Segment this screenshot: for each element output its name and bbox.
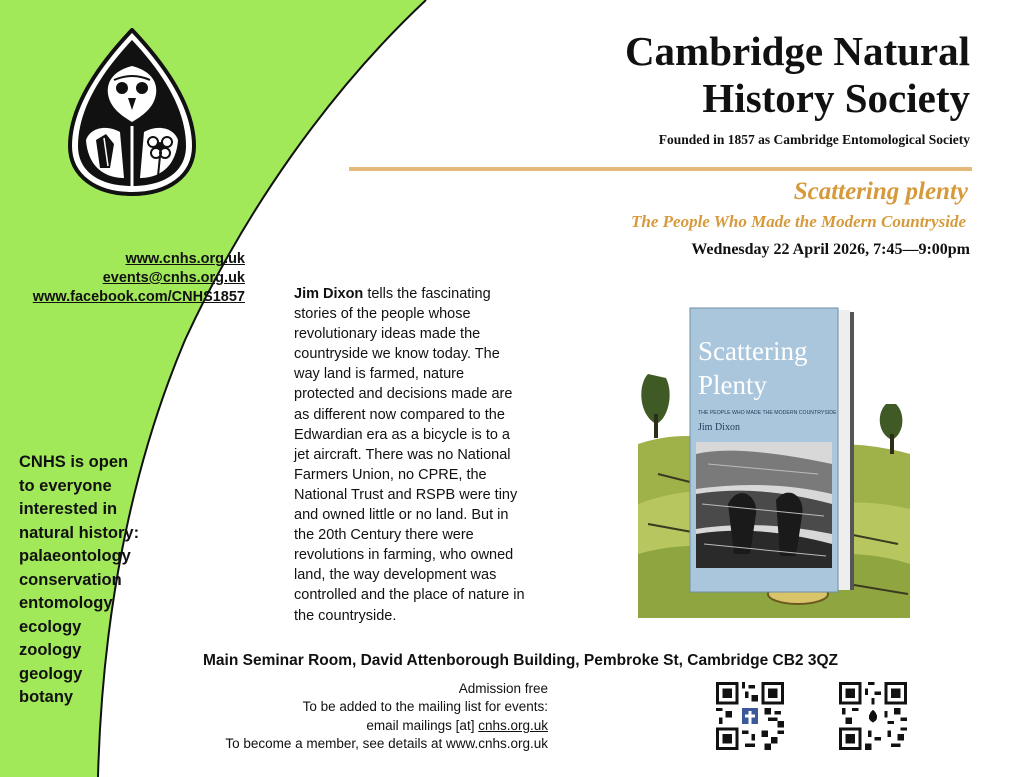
admission-text: Admission free bbox=[458, 681, 548, 696]
membership-text: To become a member, see details at www.cnhs.org.uk bbox=[225, 735, 548, 751]
book-author: Jim Dixon bbox=[698, 422, 740, 433]
desc-line: countryside we know today. The bbox=[294, 346, 500, 363]
website-link[interactable]: www.cnhs.org.uk bbox=[125, 251, 245, 267]
topic-item: conservation bbox=[19, 570, 122, 589]
open-line: natural history: bbox=[19, 523, 140, 542]
email-line: email mailings [at] cnhs.org.uk bbox=[366, 717, 548, 733]
talk-description bbox=[294, 284, 574, 626]
desc-line: as different now compared to the bbox=[294, 406, 505, 423]
desc-line: National Trust and RSPB were tiny bbox=[294, 486, 518, 503]
mailing-text: To be added to the mailing list for events: bbox=[302, 699, 548, 715]
header-divider bbox=[349, 167, 972, 171]
topic-item: geology bbox=[19, 664, 83, 683]
desc-line: stories of the people whose bbox=[294, 306, 471, 323]
mailing-email-link[interactable]: cnhs.org.uk bbox=[478, 717, 548, 733]
topic-item: ecology bbox=[19, 617, 82, 636]
desc-line: Jim Dixon tells the fascinating bbox=[294, 286, 491, 302]
topic-item: palaeontology bbox=[19, 547, 131, 565]
speaker-name: Jim Dixon bbox=[294, 286, 364, 302]
open-line: interested in bbox=[19, 500, 118, 518]
owl-logo-icon bbox=[66, 28, 198, 196]
talk-title: Scattering plenty bbox=[793, 178, 968, 205]
talk-subtitle: The People Who Made the Modern Countryside bbox=[631, 212, 966, 231]
topic-item: botany bbox=[19, 688, 74, 706]
desc-line: land, the way development was bbox=[294, 567, 497, 584]
open-statement bbox=[19, 451, 179, 710]
desc-line: revolutions in farming, who owned bbox=[294, 547, 514, 564]
desc-line: the 20th Century there were bbox=[294, 527, 474, 544]
facebook-qr-icon[interactable] bbox=[716, 682, 784, 750]
desc-line: Edwardian era as a bicycle is to a bbox=[294, 426, 510, 443]
desc-line: and owned little or no land. But in bbox=[294, 507, 509, 524]
book-cover-image bbox=[638, 304, 910, 618]
desc-line: jet aircraft. There was no National bbox=[294, 446, 511, 463]
title-line: History Society bbox=[702, 75, 970, 121]
desc-line: controlled and the place of nature in bbox=[294, 587, 525, 604]
facebook-link[interactable]: www.facebook.com/CNHS1857 bbox=[32, 289, 245, 305]
desc-line: revolutionary ideas made the bbox=[294, 326, 481, 343]
talk-date: Wednesday 22 April 2026, 7:45—9:00pm bbox=[691, 241, 970, 258]
website-qr-icon[interactable] bbox=[839, 682, 907, 750]
desc-line: Farmers Union, no CPRE, the bbox=[294, 466, 487, 483]
founded-note: Founded in 1857 as Cambridge Entomological Society bbox=[658, 132, 970, 147]
desc-line: protected and decisions made are bbox=[294, 386, 513, 403]
book-subtitle: THE PEOPLE WHO MADE THE MODERN COUNTRYSIDE bbox=[698, 410, 837, 416]
info-block bbox=[225, 680, 548, 753]
society-title bbox=[625, 28, 970, 122]
topic-item: zoology bbox=[19, 641, 82, 659]
desc-line: the countryside. bbox=[294, 607, 397, 624]
topic-item: entomology bbox=[19, 594, 113, 612]
venue-text: Main Seminar Room, David Attenborough Building, Pembroke St, Cambridge CB2 3QZ bbox=[203, 652, 838, 669]
book-title-line: Plenty bbox=[698, 370, 768, 400]
open-line: to everyone bbox=[19, 476, 112, 495]
open-line: CNHS is open bbox=[19, 453, 129, 471]
desc-line: way land is farmed, nature bbox=[294, 366, 465, 383]
contact-links bbox=[0, 250, 245, 307]
title-line: Cambridge Natural bbox=[624, 28, 970, 74]
email-link[interactable]: events@cnhs.org.uk bbox=[102, 270, 245, 286]
book-title-line: Scattering bbox=[698, 336, 808, 366]
